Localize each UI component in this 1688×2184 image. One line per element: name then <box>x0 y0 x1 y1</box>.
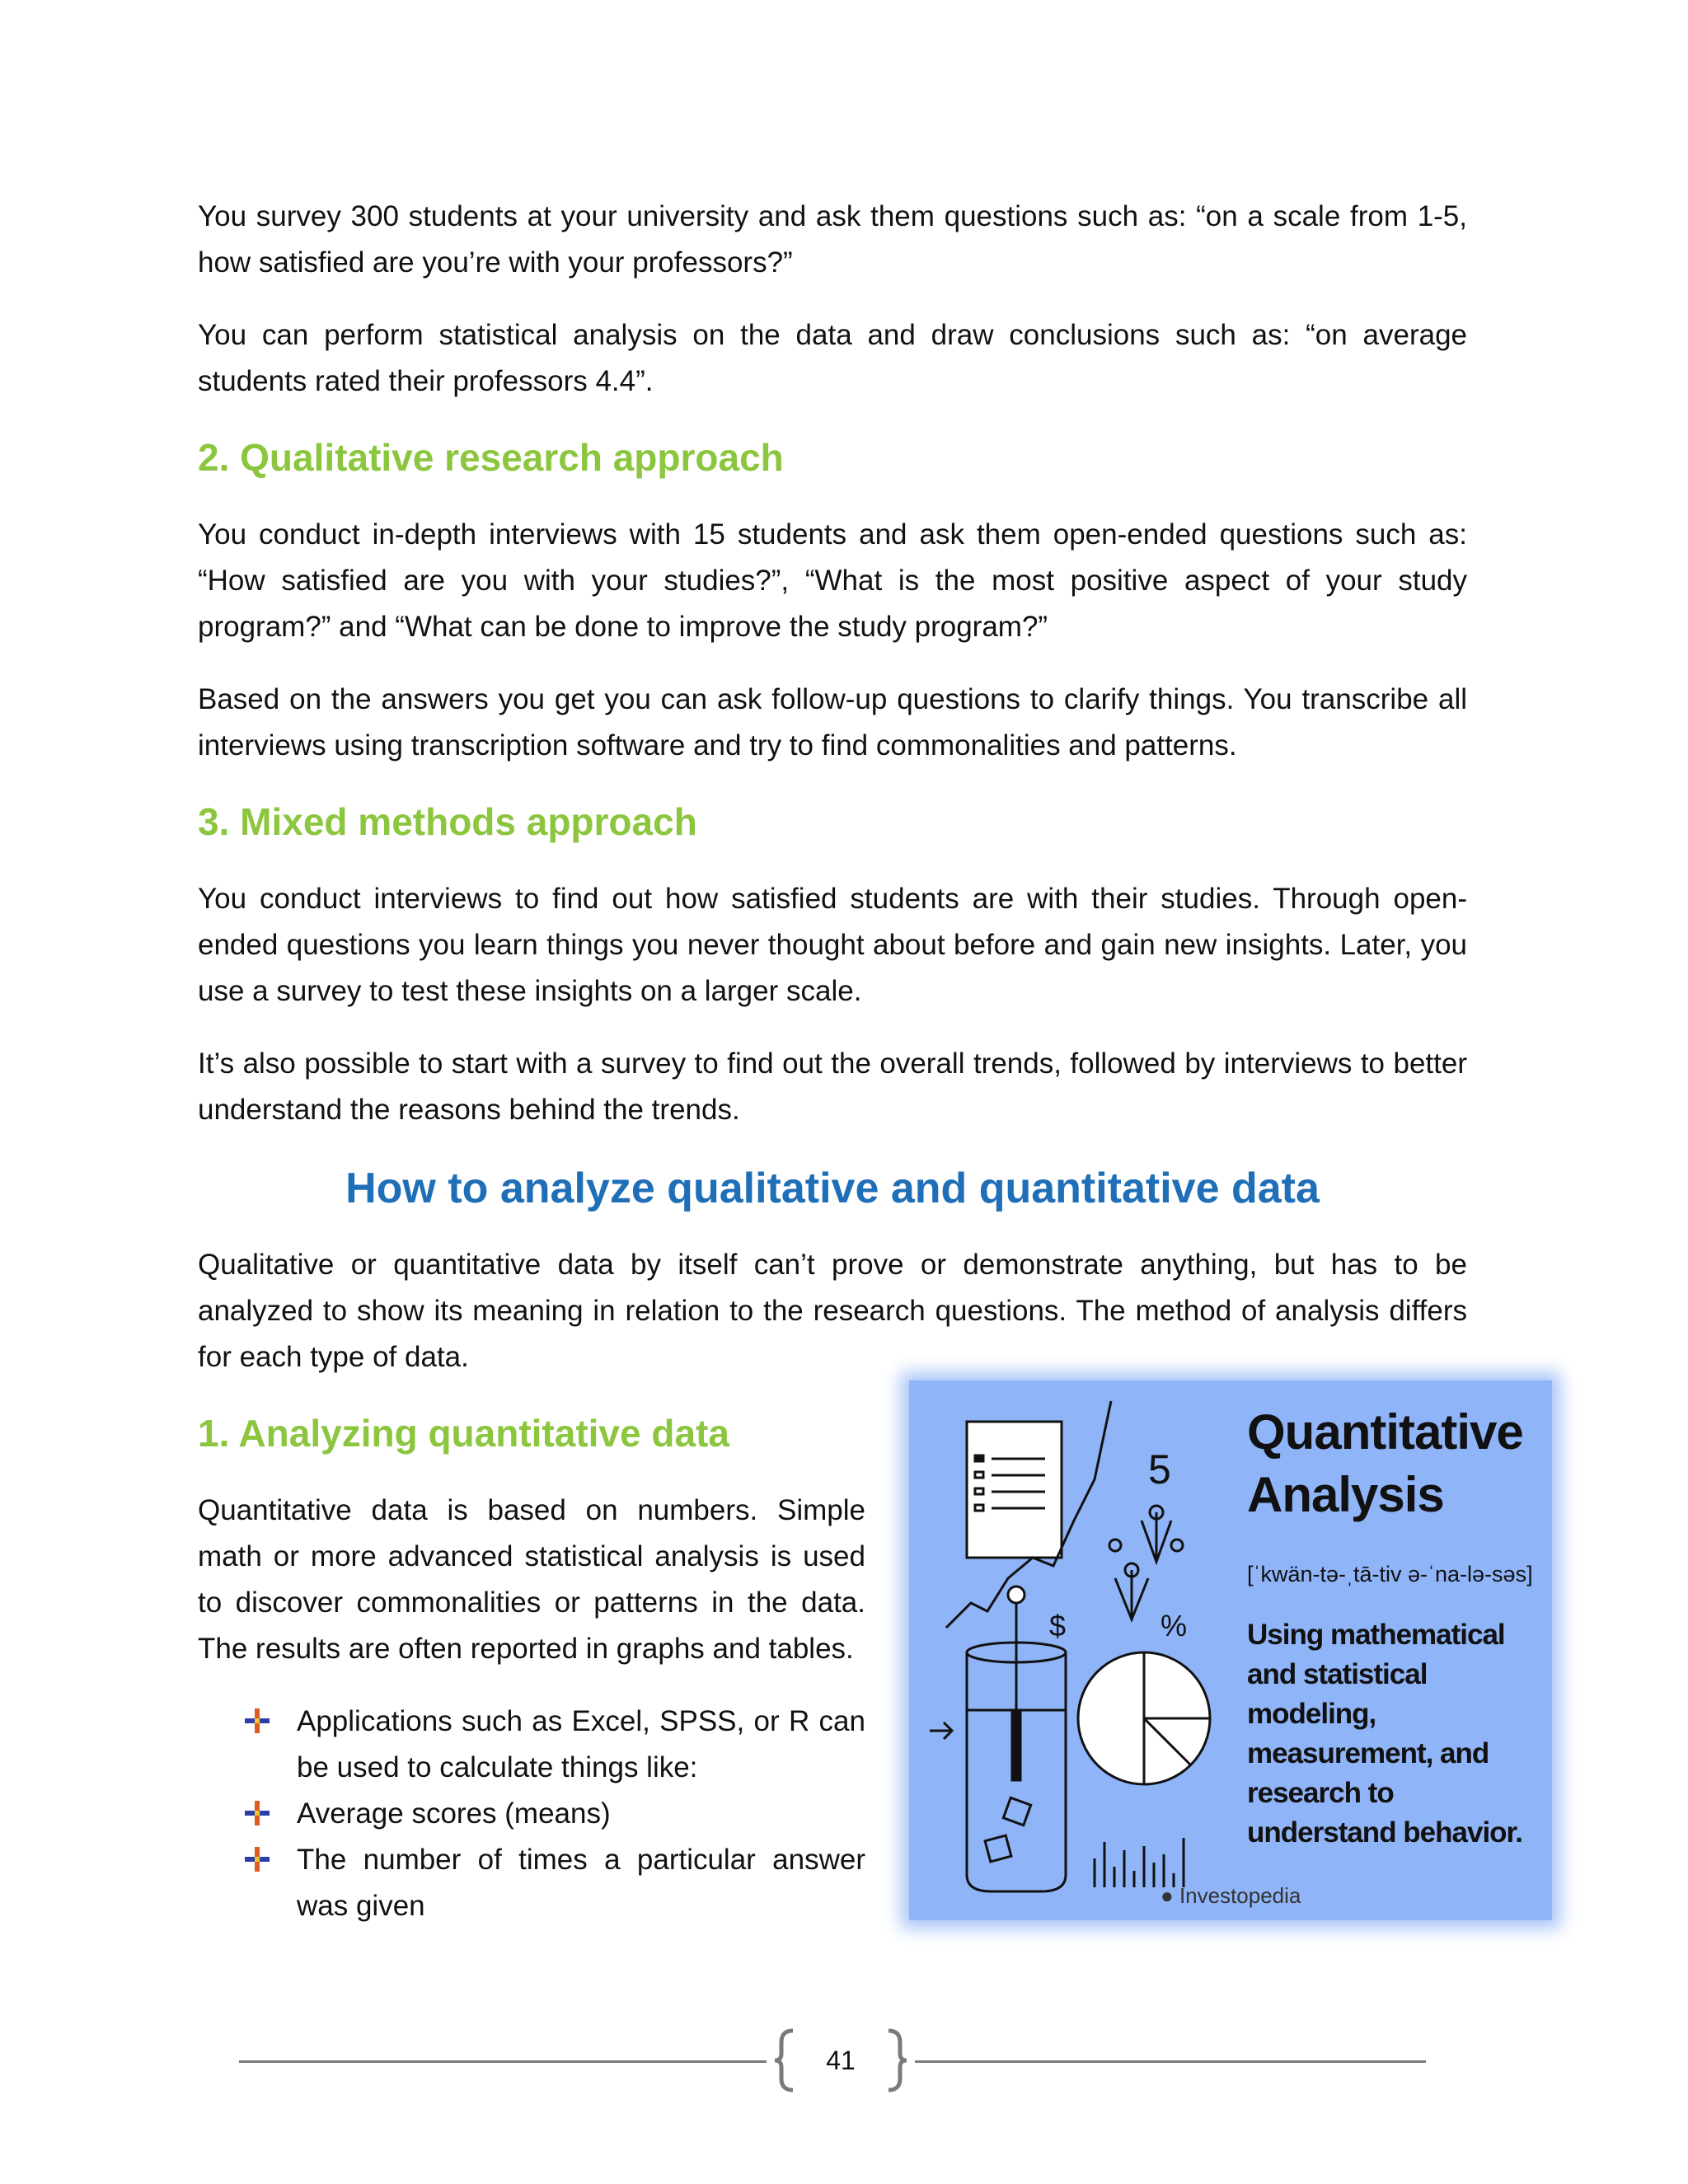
page-number: 41 <box>826 2046 856 2075</box>
infographic-description: Using mathematical and statistical modeling, measurement, and research to understand behavior. <box>1247 1619 1522 1849</box>
infographic-number: 5 <box>1148 1446 1171 1493</box>
page-footer <box>239 2027 1426 2093</box>
footer-line-right <box>915 2060 1426 2063</box>
investopedia-logo: ● Investopedia <box>1160 1883 1301 1908</box>
infographic-illustration <box>909 1380 1239 1908</box>
heading-mixed-methods: 3. Mixed methods approach <box>198 800 697 843</box>
left-brace-icon <box>773 2027 798 2093</box>
quantitative-analysis-infographic <box>909 1380 1552 1920</box>
list-item <box>243 1699 865 1791</box>
paragraph-mixed-interviews: You conduct interviews to find out how satisfied students are with their studies. Through open-ended questions you learn things you never thought about before and gain new insights. Later, you use a survey to test these insights on a larger scale. <box>198 883 1467 1007</box>
bullet-plus-icon <box>243 1799 271 1827</box>
section-title: How to analyze qualitative and quantitative data <box>345 1165 1320 1212</box>
list-item-text: The number of times a particular answer was given <box>297 1844 865 1922</box>
list-item <box>243 1791 865 1837</box>
heading-quantitative-data: 1. Analyzing quantitative data <box>198 1412 729 1455</box>
list-item <box>243 1837 865 1929</box>
quantitative-text-column <box>198 1407 865 1929</box>
paragraph-survey: You survey 300 students at your university and ask them questions such as: “on a scale from 1-5, how satisfied are you’re with your professors?” <box>198 200 1467 279</box>
heading-qualitative-approach: 2. Qualitative research approach <box>198 436 784 479</box>
paragraph-analysis-intro: Qualitative or quantitative data by itself can’t prove or demonstrate anything, but has to be analyzed to show its meaning in relation to the research questions. The method of analysis differs for each type of data. <box>198 1249 1467 1373</box>
bullet-list <box>198 1699 865 1929</box>
right-brace-icon <box>884 2027 908 2093</box>
footer-line-left <box>239 2060 767 2063</box>
paragraph-interviews: You conduct in-depth interviews with 15 students and ask them open-ended questions such as: “How satisfied are you with your studies?”, “What is the most positive aspect of your study program?” and “What can be done to improve the study program?” <box>198 518 1467 643</box>
infographic-phonetic: [ˈkwän-tə-ˌtā-tiv ə-ˈna-lə-səs] <box>1247 1562 1533 1586</box>
list-item-text: Average scores (means) <box>297 1797 611 1830</box>
paragraph-mixed-survey: It’s also possible to start with a survey to find out the overall trends, followed by interviews to better understand the reasons behind the trends. <box>198 1047 1467 1126</box>
page-content <box>198 194 1533 1943</box>
quantitative-section <box>198 1404 1533 1943</box>
infographic-title: Quantitative Analysis <box>1247 1404 1523 1522</box>
paragraph-quantitative-data: Quantitative data is based on numbers. Simple math or more advanced statistical analysis is used to discover commonalities or patterns in the data. The results are often reported in graphs and tables. <box>198 1494 865 1665</box>
infographic-dollar: $ <box>1049 1609 1067 1643</box>
bullet-plus-icon <box>243 1845 271 1873</box>
infographic-percent: % <box>1160 1609 1188 1643</box>
paragraph-follow-up: Based on the answers you get you can ask follow-up questions to clarify things. You transcribe all interviews using transcription software and try to find commonalities and patterns. <box>198 683 1467 762</box>
bullet-plus-icon <box>243 1707 271 1735</box>
paragraph-statistical-analysis: You can perform statistical analysis on the data and draw conclusions such as: “on average students rated their professors 4.4”. <box>198 319 1467 397</box>
list-item-text: Applications such as Excel, SPSS, or R can be used to calculate things like: <box>297 1705 865 1783</box>
